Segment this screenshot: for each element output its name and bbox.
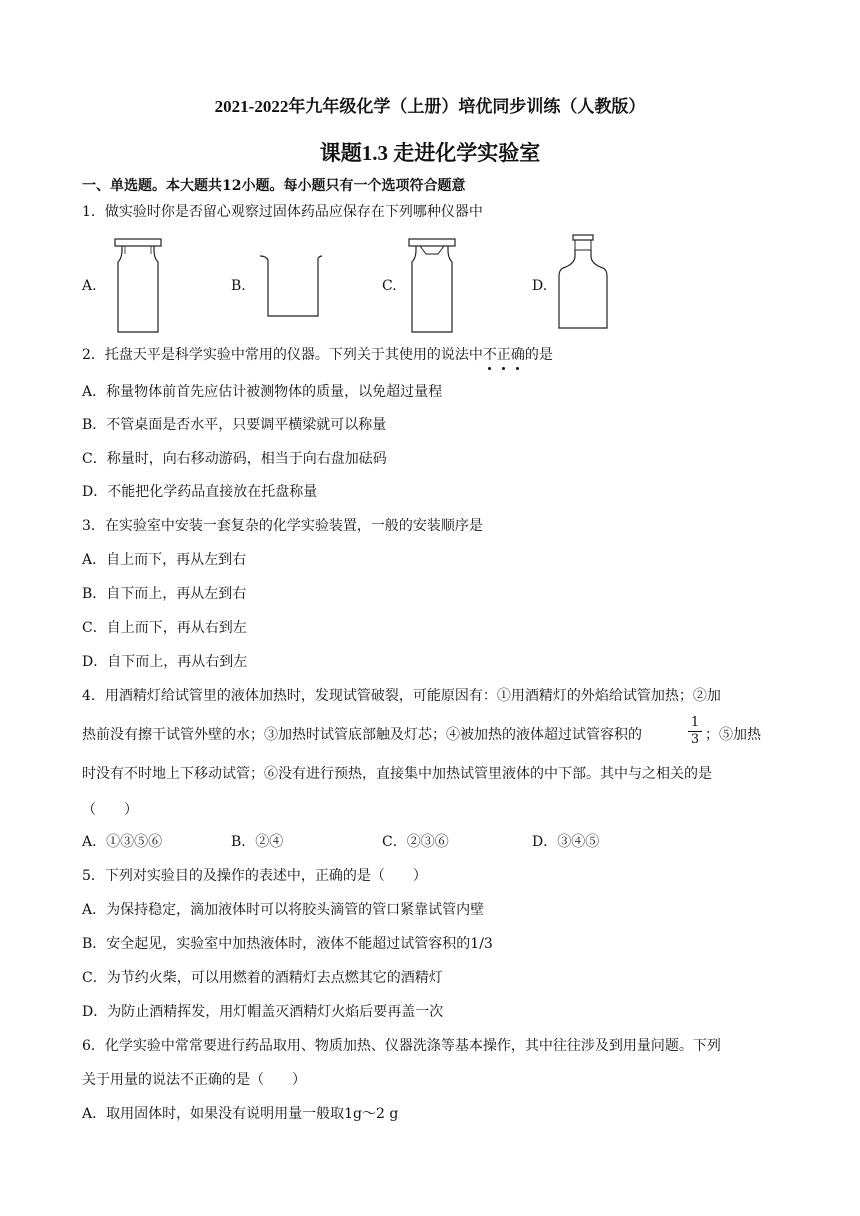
stoppered-bottle-icon (404, 236, 464, 336)
emphasis-char: 不 (482, 347, 497, 363)
emphasis-char: 正 (496, 347, 511, 363)
q4-option-b: B．②④ (231, 834, 284, 850)
q6-option-a: A．取用固体时，如果没有说明用量一般取1g～2 g (82, 1106, 399, 1122)
fraction-denominator: 3 (690, 732, 700, 747)
question-2-stem (82, 345, 553, 365)
q5-option-b: B．安全起见，实验室中加热液体时，液体不能超过试管容积的1/3 (82, 936, 493, 952)
q1-option-b-label: B. (231, 278, 246, 294)
q4-option-a: A．①③⑤⑥ (82, 834, 163, 850)
fraction-one-third (688, 716, 702, 747)
q5-option-c: C．为节约火柴，可以用燃着的酒精灯去点燃其它的酒精灯 (82, 970, 443, 986)
narrow-mouth-bottle-icon (555, 232, 615, 332)
question-3-stem: 3．在实验室中安装一套复杂的化学实验装置，一般的安装顺序是 (82, 518, 483, 534)
question-6-line-2: 关于用量的说法不正确的是（ ） (82, 1072, 306, 1088)
q2-option-c: C．称量时，向右移动游码，相当于向右盘加砝码 (82, 451, 387, 467)
q1-option-c-label: C. (382, 278, 397, 294)
question-4-line-1: 4．用酒精灯给试管里的液体加热时，发现试管破裂，可能原因有：①用酒精灯的外焰给试管加热；②加 (82, 688, 721, 704)
q3-option-d: D．自下而上，再从右到左 (82, 654, 248, 670)
q2-stem-post: 的是 (524, 347, 553, 363)
wide-mouth-bottle-icon (110, 236, 170, 336)
q3-option-b: B．自下而上，再从左到右 (82, 586, 247, 602)
question-6-line-1: 6．化学实验中常常要进行药品取用、物质加热、仪器洗涤等基本操作，其中往往涉及到用量问题。下列 (82, 1038, 721, 1054)
fraction-numerator: 1 (690, 715, 700, 730)
q5-option-d: D．为防止酒精挥发，用灯帽盖灭酒精灯火焰后要再盖一次 (82, 1004, 444, 1020)
question-4-line-2-post: ；⑤加热 (705, 727, 761, 743)
question-5-stem: 5．下列对实验目的及操作的表述中，正确的是（ ） (82, 868, 427, 884)
q4-option-d: D．③④⑤ (532, 834, 600, 850)
q2-stem-pre: 2．托盘天平是科学实验中常用的仪器。下列关于其使用的说法中 (82, 347, 483, 363)
question-4-line-3: 时没有不时地上下移动试管；⑥没有进行预热，直接集中加热试管里液体的中下部。其中与之相关的是 (82, 766, 712, 782)
q1-option-d-label: D. (532, 278, 548, 294)
beaker-icon (256, 248, 326, 328)
q5-option-a: A．为保持稳定，滴加液体时可以将胶头滴管的管口紧靠试管内壁 (82, 902, 485, 918)
question-4-line-2-pre: 热前没有擦干试管外壁的水；③加热时试管底部触及灯芯；④被加热的液体超过试管容积的 (82, 727, 642, 743)
q3-option-c: C．自上而下，再从右到左 (82, 620, 247, 636)
document-title: 2021-2022年九年级化学（上册）培优同步训练（人教版） (214, 97, 646, 116)
question-1-stem: 1．做实验时你是否留心观察过固体药品应保存在下列哪种仪器中 (82, 204, 483, 220)
question-4-answer-blank: （ ） (82, 802, 138, 818)
emphasis-char: 确 (510, 347, 525, 363)
section-heading: 一、单选题。本大题共12小题。每小题只有一个选项符合题意 (82, 178, 466, 194)
q3-option-a: A．自上而下，再从左到右 (82, 552, 247, 568)
q1-option-a-label: A. (82, 278, 97, 294)
q2-option-a: A．称量物体前首先应估计被测物体的质量，以免超过量程 (82, 384, 443, 400)
q2-option-d: D．不能把化学药品直接放在托盘称量 (82, 484, 318, 500)
lesson-title: 课题1.3 走进化学实验室 (319, 141, 541, 165)
q2-option-b: B．不管桌面是否水平，只要调平横梁就可以称量 (82, 417, 387, 433)
q4-option-c: C．②③⑥ (382, 834, 449, 850)
